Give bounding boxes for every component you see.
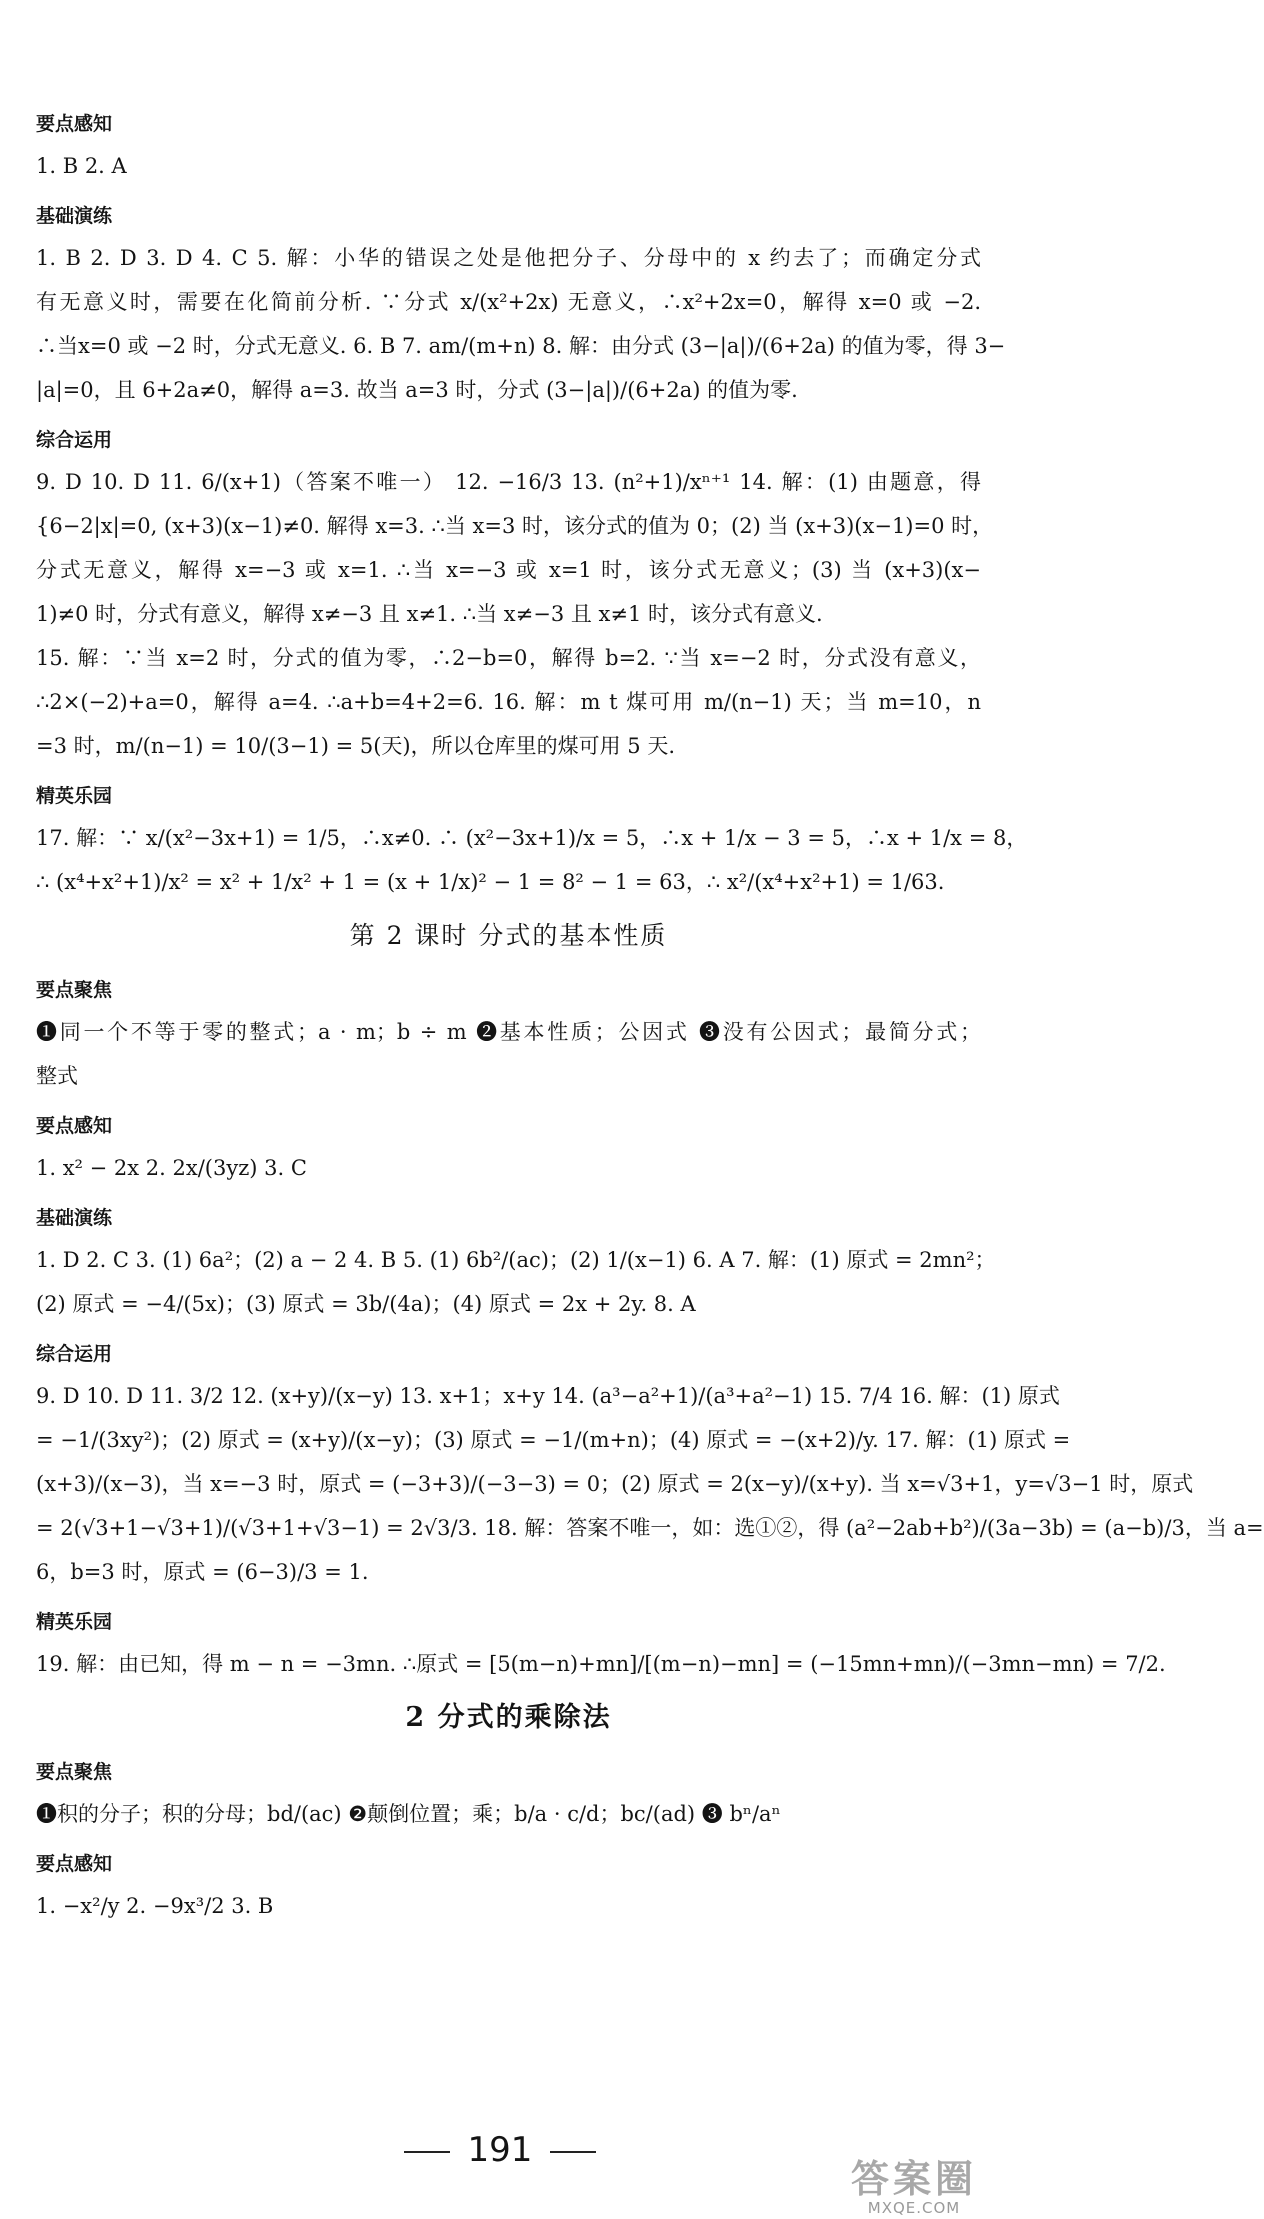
answer-line: ∴ (x⁴+x²+1)/x² = x² + 1/x² + 1 = (x + 1/x)² − 1 = 8² − 1 = 63，∴ x²/(x⁴+x²+1) = 1/63. — [36, 870, 945, 894]
answer-line: 1. x² − 2x 2. 2x/(3yz) 3. C — [36, 1156, 307, 1180]
answer-line: |a|=0，且 6+2a≠0，解得 a=3. 故当 a=3 时，分式 (3−|a|)/(6+2a) 的值为零. — [36, 378, 798, 402]
section-heading: 综合运用 — [36, 1343, 113, 1365]
answer-line: (2) 原式 = −4/(5x)；(3) 原式 = 3b/(4a)；(4) 原式 = 2x + 2y. 8. A — [36, 1292, 696, 1316]
answer-line: 6，b=3 时，原式 = (6−3)/3 = 1. — [36, 1560, 369, 1584]
answer-line: 9. D 10. D 11. 6/(x+1)（答案不唯一） 12. −16/3 13. (n²+1)/xⁿ⁺¹ 14. 解：(1) 由题意，得 — [36, 470, 981, 494]
answer-line: 1. −x²/y 2. −9x³/2 3. B — [36, 1894, 274, 1918]
answer-line: 9. D 10. D 11. 3/2 12. (x+y)/(x−y) 13. x+1；x+y 14. (a³−a²+1)/(a³+a²−1) 15. 7/4 16. 解：(1) 原式 — [36, 1384, 1060, 1408]
section-heading: 精英乐园 — [36, 1611, 113, 1633]
section-heading: 要点感知 — [36, 1115, 113, 1137]
answer-line: 1. D 2. C 3. (1) 6a²；(2) a − 2 4. B 5. (1) 6b²/(ac)；(2) 1/(x−1) 6. A 7. 解：(1) 原式 = 2mn²； — [36, 1248, 996, 1272]
answer-line: =3 时，m/(n−1) = 10/(3−1) = 5(天)，所以仓库里的煤可用 5 天. — [36, 734, 676, 758]
answer-line: = 2(√3+1−√3+1)/(√3+1+√3−1) = 2√3/3. 18. 解：答案不唯一，如：选①②，得 (a²−2ab+b²)/(3a−3b) = (a−b)/3，当 a= — [36, 1516, 1264, 1540]
answer-line: ❶积的分子；积的分母；bd/(ac) ❷颠倒位置；乘；b/a · c/d；bc/(ad) ❸ bⁿ/aⁿ — [36, 1802, 781, 1826]
answer-content — [36, 96, 1264, 1928]
section-heading: 精英乐园 — [36, 785, 113, 807]
answer-line: (x+3)/(x−3)，当 x=−3 时，原式 = (−3+3)/(−3−3) = 0；(2) 原式 = 2(x−y)/(x+y). 当 x=√3+1，y=√3−1 时，原式 — [36, 1472, 1194, 1496]
chapter-title: 2 分式的乘除法 — [405, 1702, 612, 1733]
answer-line: 分式无意义，解得 x=−3 或 x=1. ∴当 x=−3 或 x=1 时，该分式无意义；(3) 当 (x+3)(x− — [36, 558, 981, 582]
watermark-logo — [834, 2159, 994, 2217]
lesson-title: 第 2 课时 分式的基本性质 — [349, 921, 668, 950]
answer-line: {6−2|x|=0, (x+3)(x−1)≠0. 解得 x=3. ∴当 x=3 时，该分式的值为 0；(2) 当 (x+3)(x−1)=0 时， — [36, 514, 994, 538]
answer-line: 有无意义时，需要在化简前分析. ∵分式 x/(x²+2x) 无意义，∴x²+2x=0，解得 x=0 或 −2. — [36, 290, 981, 314]
answer-line: 1. B 2. D 3. D 4. C 5. 解：小华的错误之处是他把分子、分母中的 x 约去了；而确定分式 — [36, 246, 981, 270]
answer-line: = −1/(3xy²)；(2) 原式 = (x+y)/(x−y)；(3) 原式 = −1/(m+n)；(4) 原式 = −(x+2)/y. 17. 解：(1) 原式 = — [36, 1428, 1071, 1452]
section-heading: 综合运用 — [36, 429, 113, 451]
answer-line: 19. 解：由已知，得 m − n = −3mn. ∴原式 = [5(m−n)+mn]/[(m−n)−mn] = (−15mn+mn)/(−3mn−mn) = 7/2. — [36, 1652, 1166, 1676]
answer-line: 15. 解：∵当 x=2 时，分式的值为零，∴2−b=0，解得 b=2. ∵当 x=−2 时，分式没有意义， — [36, 646, 981, 670]
watermark-url: MXQE.COM — [867, 2199, 961, 2217]
answer-line: ∴2×(−2)+a=0，解得 a=4. ∴a+b=4+2=6. 16. 解：m t 煤可用 m/(n−1) 天；当 m=10，n — [36, 690, 981, 714]
section-heading: 要点感知 — [36, 113, 113, 135]
section-heading: 要点聚焦 — [36, 1761, 113, 1783]
footer-dash-left — [404, 2151, 450, 2153]
answer-line: 1. B 2. A — [36, 154, 127, 178]
section-heading: 基础演练 — [36, 1207, 113, 1229]
answer-line: 17. 解：∵ x/(x²−3x+1) = 1/5，∴x≠0. ∴ (x²−3x+1)/x = 5，∴x + 1/x − 3 = 5，∴x + 1/x = 8， — [36, 826, 1028, 850]
section-heading: 要点感知 — [36, 1853, 113, 1875]
section-heading: 要点聚焦 — [36, 979, 113, 1001]
answer-line: 1)≠0 时，分式有意义，解得 x≠−3 且 x≠1. ∴当 x≠−3 且 x≠1 时，该分式有意义. — [36, 602, 823, 626]
section-heading: 基础演练 — [36, 205, 113, 227]
footer-dash-right — [550, 2151, 596, 2153]
answer-line: ❶同一个不等于零的整式；a · m；b ÷ m ❷基本性质；公因式 ❸没有公因式；最简分式； — [36, 1020, 981, 1044]
watermark-title: 答案圈 — [850, 2157, 977, 2201]
page-number: 191 — [467, 2130, 533, 2170]
answer-line: ∴当x=0 或 −2 时，分式无意义. 6. B 7. am/(m+n) 8. 解：由分式 (3−|a|)/(6+2a) 的值为零，得 3− — [36, 334, 1006, 358]
answer-line: 整式 — [36, 1064, 78, 1088]
